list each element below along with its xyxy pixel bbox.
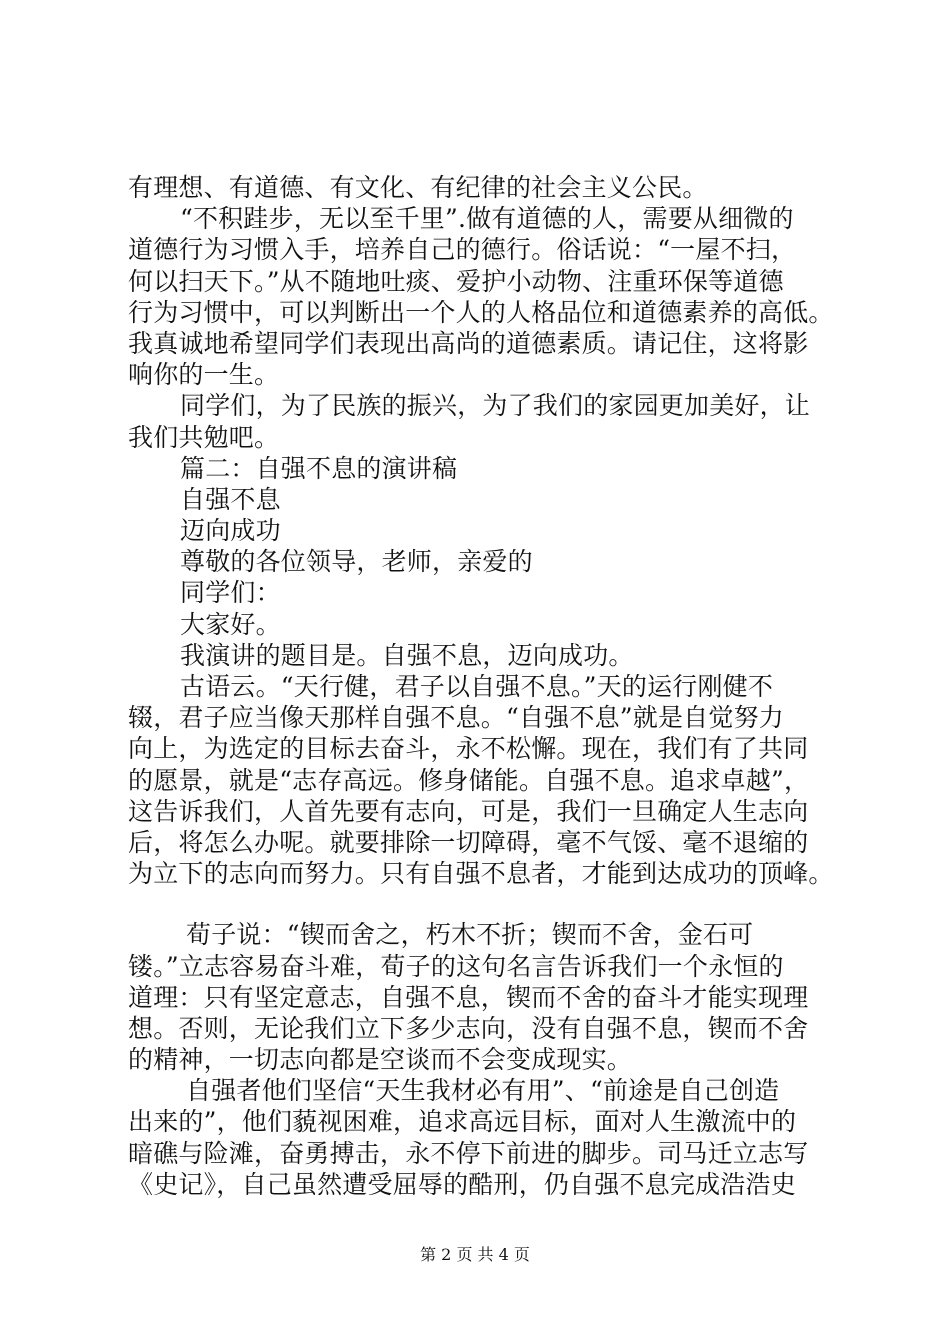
text-line: 这告诉我们，人首先要有志向，可是，我们一旦确定人生志向 [128,796,809,826]
text-line: 我们共勉吧。 [128,422,280,452]
text-line: 向上，为选定的目标去奋斗，永不松懈。现在，我们有了共同 [128,734,809,764]
text-line: 何以扫天下。”从不随地吐痰、爱护小动物、注重环保等道德 [128,266,784,296]
text-line: 道德行为习惯入手，培养自己的德行。俗话说：“一屋不扫， [128,235,797,265]
salutation-line: 同学们： [180,578,281,608]
text-line: 后，将怎么办呢。就要排除一切障碍，毫不气馁、毫不退缩的 [128,827,809,857]
text-line: 的愿景，就是“志存高远。修身储能。自强不息。追求卓越”， [128,765,810,795]
text-line: 暗礁与险滩，奋勇搏击，永不停下前进的脚步。司马迁立志写 [128,1138,809,1168]
text-line: 同学们，为了民族的振兴，为了我们的家园更加美好，让 [180,391,811,421]
text-line: 响你的一生。 [128,360,280,390]
text-line: 《史记》，自己虽然遭受屈辱的酷刑，仍自强不息完成浩浩史 [128,1169,796,1199]
page-number-label: 第 2 页 共 4 页 [420,1245,530,1264]
text-line: “不积跬步，无以至千里”.做有道德的人，需要从细微的 [180,204,794,234]
body-text [128,172,840,1200]
text-line: 我真诚地希望同学们表现出高尚的道德素质。请记住，这将影 [128,328,809,358]
text-line: 古语云。“天行健，君子以自强不息。”天的运行刚健不 [180,672,774,701]
page-footer [0,1245,950,1265]
salutation-line: 尊敬的各位领导，老师，亲爱的 [180,547,533,577]
section-heading: 篇二：自强不息的演讲稿 [180,453,458,483]
text-line: 自强者他们坚信“天生我材必有用”、“前途是自己创造 [186,1076,780,1106]
text-line: 为立下的志向而努力。只有自强不息者，才能到达成功的顶峰。 [128,859,834,889]
text-line: 辍，君子应当像天那样自强不息。“自强不息”就是自觉努力 [128,703,784,733]
paragraph-gap [128,889,840,919]
greeting-line: 大家好。 [180,609,281,639]
speech-title-line: 迈向成功 [180,516,281,546]
text-line: 想。否则，无论我们立下多少志向，没有自强不息，锲而不舍 [128,1013,809,1043]
text-line: 有理想、有道德、有文化、有纪律的社会主义公民。 [128,173,708,202]
text-line: 出来的”，他们藐视困难，追求高远目标，面对人生激流中的 [128,1107,797,1137]
text-line: 的精神，一切志向都是空谈而不会变成现实。 [128,1045,633,1075]
text-line: 荀子说：“锲而舍之，朽木不折；锲而不舍，金石可 [186,920,754,950]
text-line: 行为习惯中，可以判断出一个人的人格品位和道德素养的高低。 [128,297,834,327]
text-line: 道理：只有坚定意志，自强不息，锲而不舍的奋斗才能实现理 [128,982,809,1012]
text-line: 镂。”立志容易奋斗难，荀子的这句名言告诉我们一个永恒的 [128,951,784,981]
speech-title-line: 自强不息 [180,484,281,514]
text-line: 我演讲的题目是。自强不息，迈向成功。 [180,640,634,670]
